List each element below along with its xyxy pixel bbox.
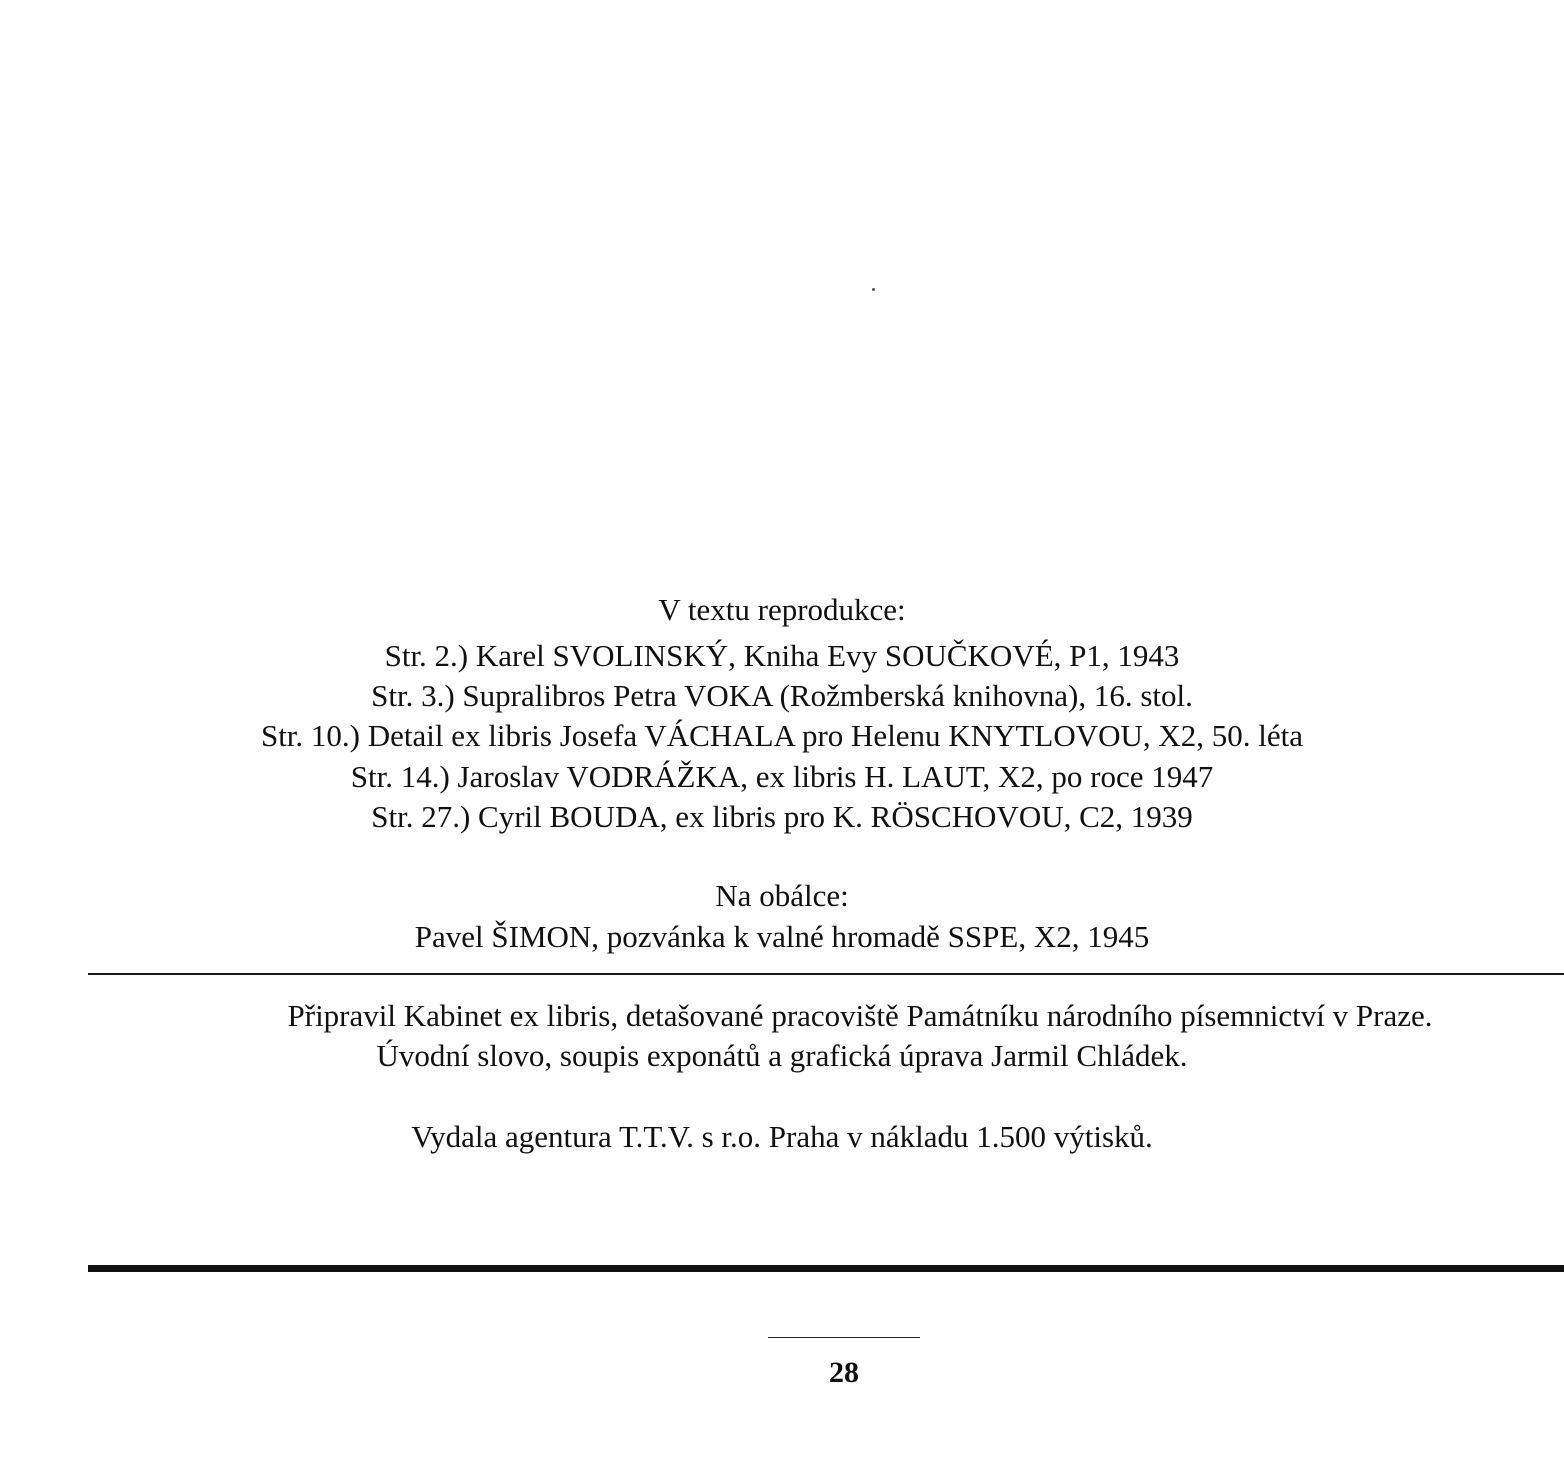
editorial-credit: Úvodní slovo, soupis exponátů a grafická úprava Jarmil Chládek. [376,1038,1188,1073]
print-speck [872,288,875,291]
section-divider [88,973,1564,975]
page-number-rule [768,1337,920,1338]
publisher-credit: Vydala agentura T.T.V. s r.o. Praha v nákladu 1.500 výtisků. [411,1119,1153,1154]
reproduction-item: Str. 14.) Jaroslav VODRÁŽKA, ex libris H. LAUT, X2, po roce 1947 [350,759,1214,794]
reproduction-item: Str. 10.) Detail ex libris Josefa VÁCHALA pro Helenu KNYTLOVOU, X2, 50. léta [260,718,1304,753]
reproduction-item: Str. 3.) Supralibros Petra VOKA (Rožmberská knihovna), 16. stol. [371,678,1193,713]
prepared-by-credit: Připravil Kabinet ex libris, detašované pracoviště Památníku národního písemnictví v Praze. [287,998,1433,1033]
cover-text: Pavel ŠIMON, pozvánka k valné hromadě SSPE, X2, 1945 [414,919,1150,954]
reproduction-item: Str. 2.) Karel SVOLINSKÝ, Kniha Evy SOUČKOVÉ, P1, 1943 [384,638,1180,673]
page-number: 28 [829,1356,859,1389]
reproduction-item: Str. 27.) Cyril BOUDA, ex libris pro K. RÖSCHOVOU, C2, 1939 [371,799,1193,834]
reproductions-heading: V textu reprodukce: [658,592,906,627]
cover-heading: Na obálce: [715,878,849,913]
footer-divider [88,1265,1564,1272]
